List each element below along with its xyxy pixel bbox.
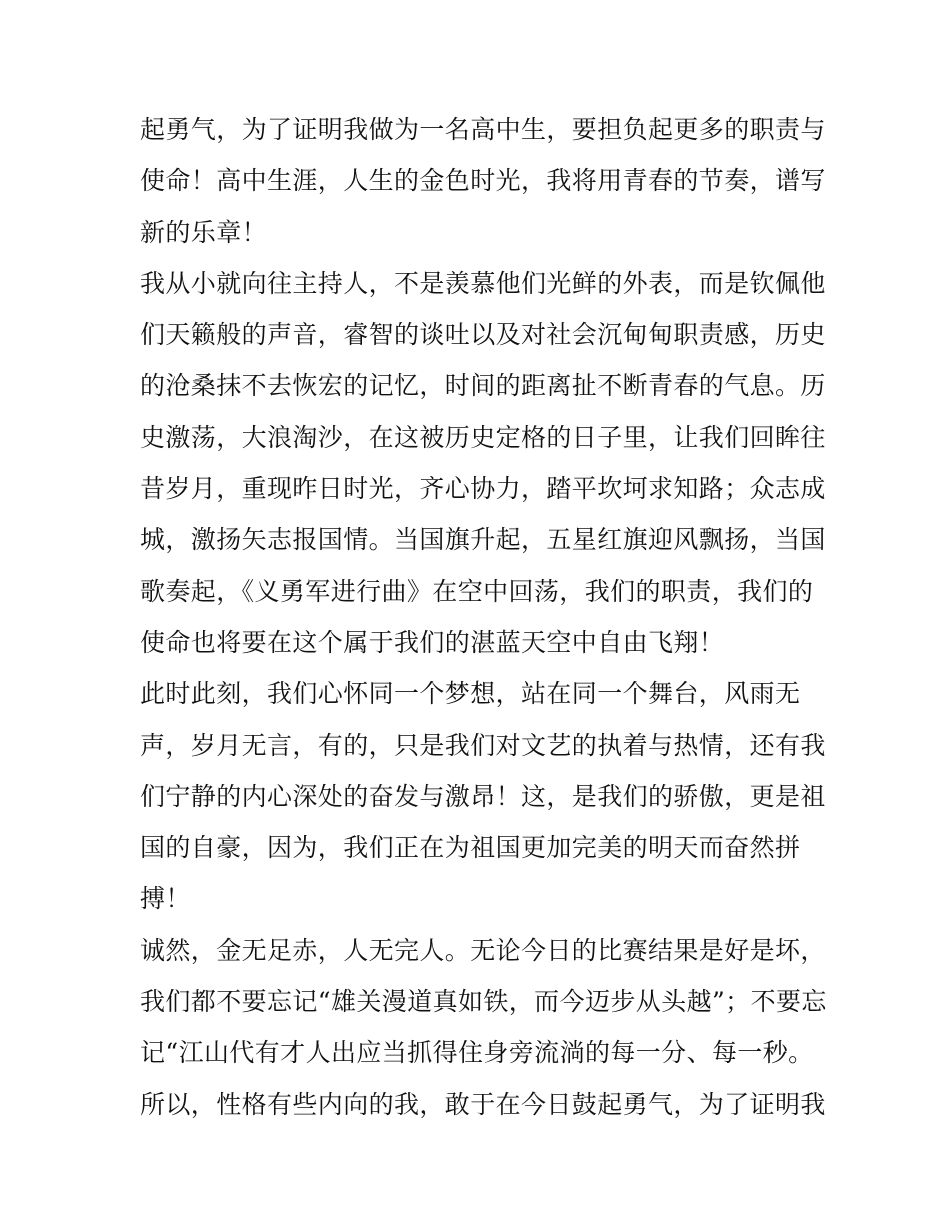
text-line: 的沧桑抹不去恢宏的记忆，时间的距离扯不断青春的气息。历 <box>140 371 826 401</box>
text-line: 使命！高中生涯，人生的金色时光，我将用青春的节奏，谱写 <box>140 166 826 196</box>
text-line: 我从小就向往主持人，不是羡慕他们光鲜的外表，而是钦佩他 <box>140 268 826 298</box>
paragraph-2 <box>140 258 826 668</box>
text-line: 记“江山代有才人出应当抓得住身旁流淌的每一分、每一秒。 <box>140 1038 814 1068</box>
text-line: 诚然，金无足赤，人无完人。无论今日的比赛结果是好是坏， <box>140 935 826 965</box>
text-line: 昔岁月，重现昨日时光，齐心协力，踏平坎坷求知路；众志成 <box>140 474 826 504</box>
text-line: 所以，性格有些内向的我，敢于在今日鼓起勇气，为了证明我 <box>140 1089 826 1119</box>
paragraph-3 <box>140 668 826 924</box>
text-line: 国的自豪，因为，我们正在为祖国更加完美的明天而奋然拼 <box>140 833 801 863</box>
text-line: 们宁静的内心深处的奋发与激昂！这，是我们的骄傲，更是祖 <box>140 781 826 811</box>
text-line: 城，激扬矢志报国情。当国旗升起，五星红旗迎风飘扬，当国 <box>140 525 826 555</box>
text-line: 歌奏起，《义勇军进行曲》在空中回荡，我们的职责，我们的 <box>140 576 814 606</box>
document-body <box>140 104 827 1130</box>
text-line: 声，岁月无言，有的，只是我们对文艺的执着与热情，还有我 <box>140 730 826 760</box>
text-line: 我们都不要忘记“雄关漫道真如铁，而今迈步从头越”；不要忘 <box>140 987 827 1017</box>
text-line: 史激荡，大浪淘沙，在这被历史定格的日子里，让我们回眸往 <box>140 422 826 452</box>
text-line: 们天籁般的声音，睿智的谈吐以及对社会沉甸甸职责感，历史 <box>140 320 826 350</box>
text-line: 使命也将要在这个属于我们的湛蓝天空中自由飞翔！ <box>140 627 725 657</box>
text-line: 此时此刻，我们心怀同一个梦想，站在同一个舞台，风雨无 <box>140 679 801 709</box>
text-line: 新的乐章！ <box>140 217 268 247</box>
paragraph-4 <box>140 925 827 1130</box>
paragraph-1 <box>140 104 826 258</box>
text-line: 起勇气，为了证明我做为一名高中生，要担负起更多的职责与 <box>140 115 826 144</box>
text-line: 搏！ <box>140 884 191 914</box>
